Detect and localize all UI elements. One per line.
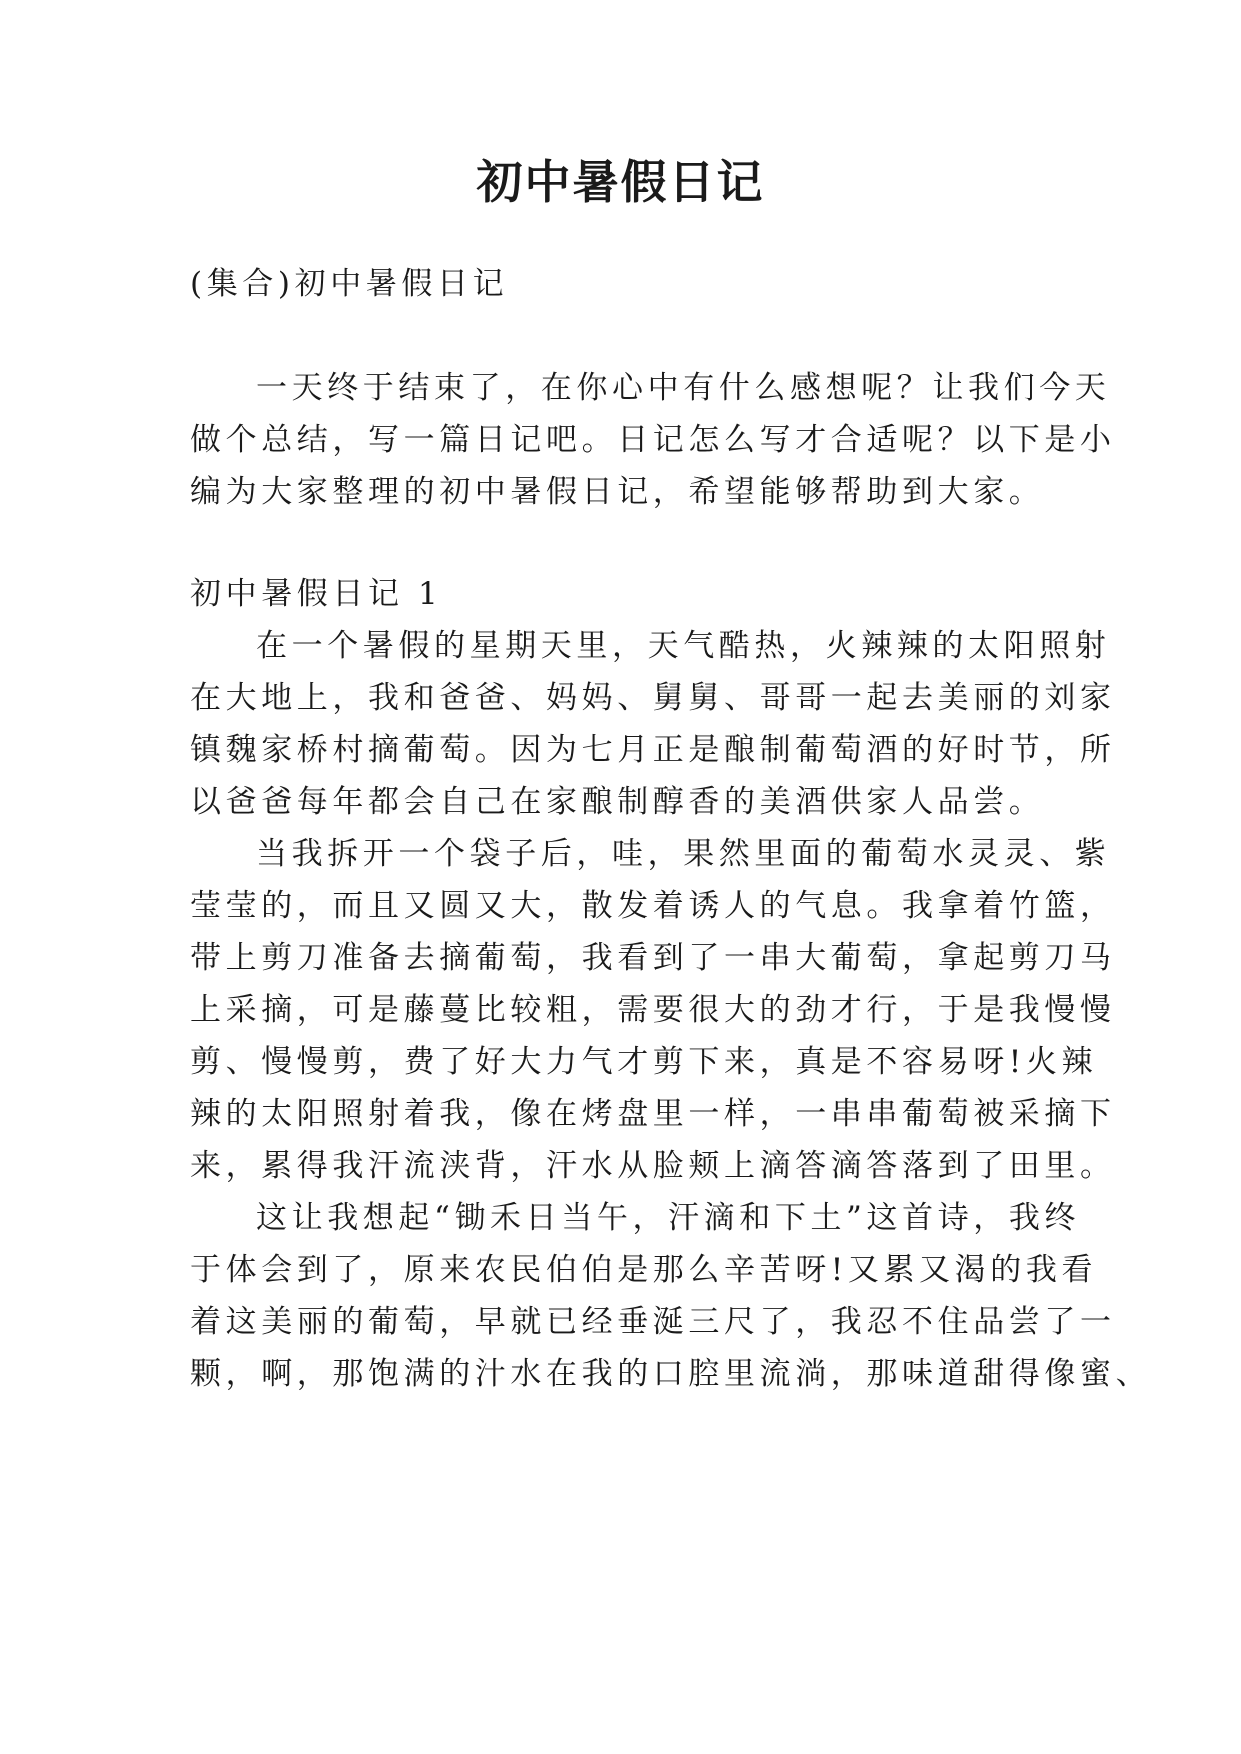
paragraph2-line: 莹莹的，而且又圆又大，散发着诱人的气息。我拿着竹篮， <box>190 888 1116 924</box>
paragraph2-line: 辣的太阳照射着我，像在烤盘里一样，一串串葡萄被采摘下 <box>190 1096 1116 1132</box>
document-title: 初中暑假日记 <box>476 155 765 209</box>
document-subtitle: (集合)初中暑假日记 <box>190 266 509 302</box>
paragraph2-line: 带上剪刀准备去摘葡萄，我看到了一串大葡萄，拿起剪刀马 <box>190 940 1116 976</box>
intro-line: 一天终于结束了，在你心中有什么感想呢？让我们今天 <box>256 370 1111 406</box>
paragraph3-line: 这让我想起“锄禾日当午，汗滴和下土”这首诗，我终 <box>256 1200 1081 1236</box>
paragraph1-line: 镇魏家桥村摘葡萄。因为七月正是酿制葡萄酒的好时节，所 <box>190 732 1116 768</box>
paragraph2-line: 剪、慢慢剪，费了好大力气才剪下来，真是不容易呀!火辣 <box>190 1044 1098 1080</box>
paragraph2-line: 当我拆开一个袋子后，哇，果然里面的葡萄水灵灵、紫 <box>256 836 1111 872</box>
section-heading: 初中暑假日记 1 <box>190 576 443 612</box>
paragraph2-line: 来，累得我汗流浃背，汗水从脸颊上滴答滴答落到了田里。 <box>190 1148 1116 1184</box>
intro-line: 编为大家整理的初中暑假日记，希望能够帮助到大家。 <box>190 474 1045 510</box>
paragraph1-line: 在一个暑假的星期天里，天气酷热，火辣辣的太阳照射 <box>256 628 1111 664</box>
paragraph3-line: 于体会到了，原来农民伯伯是那么辛苦呀!又累又渴的我看 <box>190 1252 1098 1288</box>
paragraph1-line: 以爸爸每年都会自己在家酿制醇香的美酒供家人品尝。 <box>190 784 1045 820</box>
paragraph3-line: 着这美丽的葡萄，早就已经垂涎三尺了，我忍不住品尝了一 <box>190 1304 1116 1340</box>
paragraph1-line: 在大地上，我和爸爸、妈妈、舅舅、哥哥一起去美丽的刘家 <box>190 680 1116 716</box>
paragraph3-line: 颗，啊，那饱满的汁水在我的口腔里流淌，那味道甜得像蜜、 <box>190 1356 1152 1392</box>
paragraph2-line: 上采摘，可是藤蔓比较粗，需要很大的劲才行，于是我慢慢 <box>190 992 1116 1028</box>
intro-line: 做个总结，写一篇日记吧。日记怎么写才合适呢？以下是小 <box>190 422 1116 458</box>
